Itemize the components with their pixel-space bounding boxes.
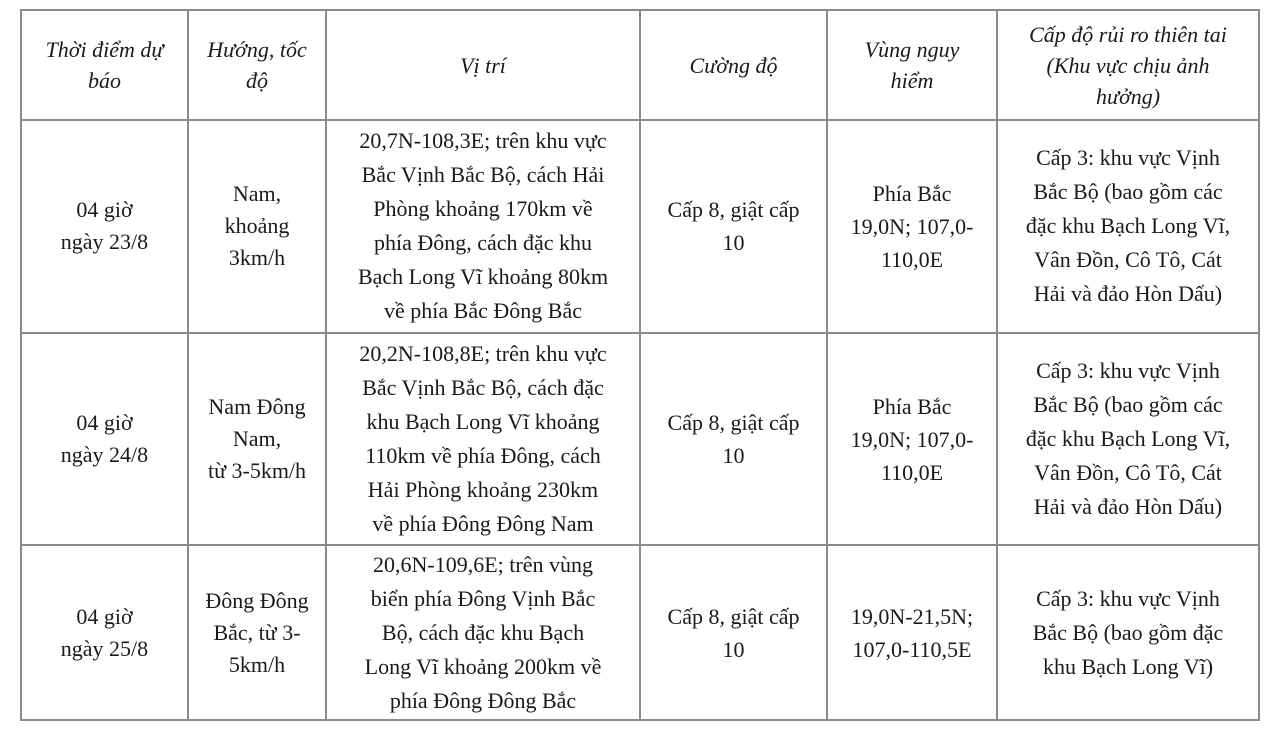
cell-direction-speed: Nam, khoảng 3km/h — [188, 120, 326, 333]
cell-position: 20,6N-109,6E; trên vùng biển phía Đông Vịnh Bắc Bộ, cách đặc khu Bạch Long Vĩ khoảng 200km về phía Đông Đông Bắc — [326, 545, 640, 720]
cell-position: 20,7N-108,3E; trên khu vực Bắc Vịnh Bắc Bộ, cách Hải Phòng khoảng 170km về phía Đông, cách đặc khu Bạch Long Vĩ khoảng 80km về phía Bắc Đông Bắc — [326, 120, 640, 333]
header-forecast-time: Thời điểm dự báo — [21, 10, 188, 120]
header-intensity: Cường độ — [640, 10, 827, 120]
cell-forecast-time: 04 giờ ngày 23/8 — [21, 120, 188, 333]
header-danger-zone: Vùng nguy hiểm — [827, 10, 997, 120]
table-header-row — [21, 10, 1259, 120]
cell-forecast-time: 04 giờ ngày 24/8 — [21, 333, 188, 546]
cell-intensity: Cấp 8, giật cấp 10 — [640, 120, 827, 333]
header-direction-speed: Hướng, tốc độ — [188, 10, 326, 120]
cell-danger-zone: Phía Bắc 19,0N; 107,0- 110,0E — [827, 333, 997, 546]
cell-intensity: Cấp 8, giật cấp 10 — [640, 545, 827, 720]
header-position: Vị trí — [326, 10, 640, 120]
cell-position: 20,2N-108,8E; trên khu vực Bắc Vịnh Bắc Bộ, cách đặc khu Bạch Long Vĩ khoảng 110km về phía Đông, cách Hải Phòng khoảng 230km về phía Đông Đông Nam — [326, 333, 640, 546]
table-row — [21, 333, 1259, 546]
cell-direction-speed: Đông Đông Bắc, từ 3- 5km/h — [188, 545, 326, 720]
storm-forecast-table — [20, 9, 1260, 721]
cell-risk-level: Cấp 3: khu vực Vịnh Bắc Bộ (bao gồm các đặc khu Bạch Long Vĩ, Vân Đồn, Cô Tô, Cát Hải và đảo Hòn Dấu) — [997, 120, 1259, 333]
table-row — [21, 120, 1259, 333]
cell-danger-zone: Phía Bắc 19,0N; 107,0- 110,0E — [827, 120, 997, 333]
cell-direction-speed: Nam Đông Nam, từ 3-5km/h — [188, 333, 326, 546]
cell-risk-level: Cấp 3: khu vực Vịnh Bắc Bộ (bao gồm đặc khu Bạch Long Vĩ) — [997, 545, 1259, 720]
cell-risk-level: Cấp 3: khu vực Vịnh Bắc Bộ (bao gồm các đặc khu Bạch Long Vĩ, Vân Đồn, Cô Tô, Cát Hải và đảo Hòn Dấu) — [997, 333, 1259, 546]
header-risk-level: Cấp độ rủi ro thiên tai (Khu vực chịu ảnh hưởng) — [997, 10, 1259, 120]
cell-intensity: Cấp 8, giật cấp 10 — [640, 333, 827, 546]
cell-forecast-time: 04 giờ ngày 25/8 — [21, 545, 188, 720]
table-row — [21, 545, 1259, 720]
cell-danger-zone: 19,0N-21,5N; 107,0-110,5E — [827, 545, 997, 720]
